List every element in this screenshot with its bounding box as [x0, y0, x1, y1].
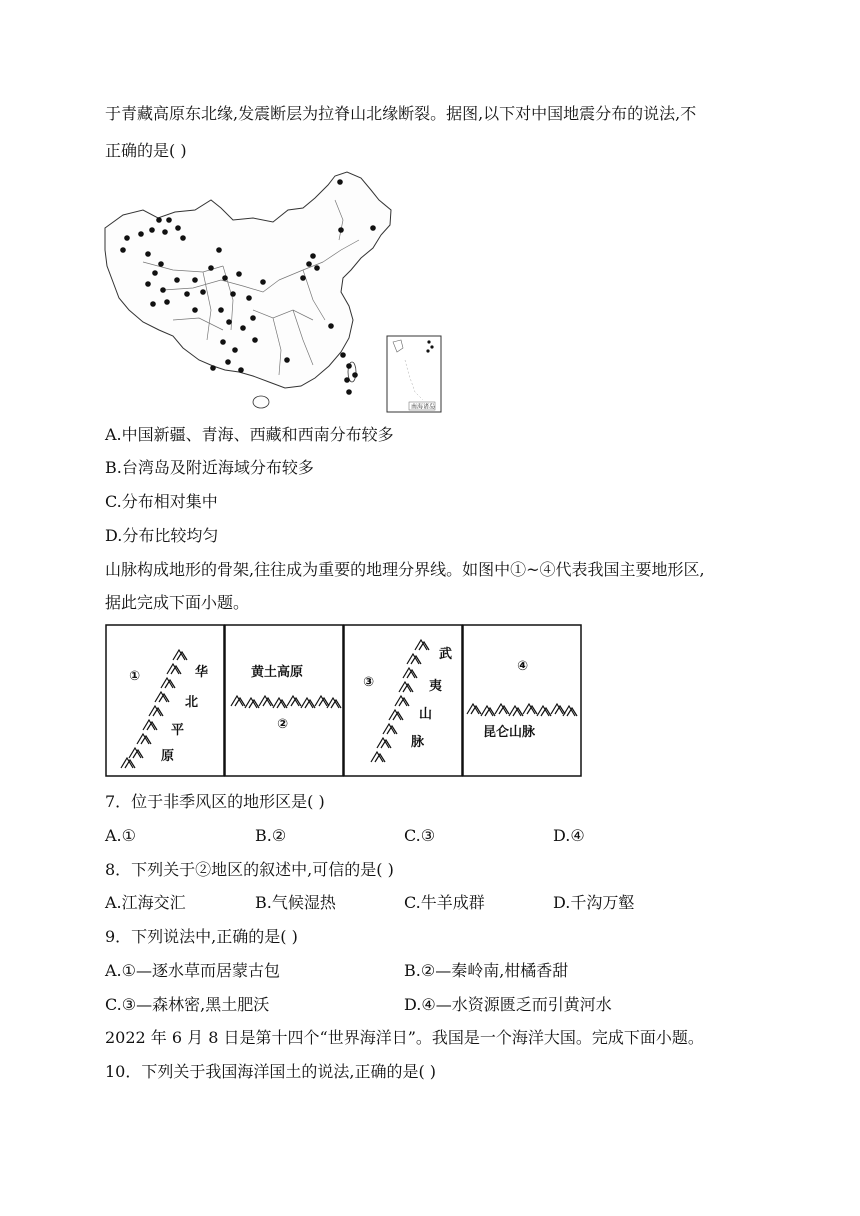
panel-4-number: ④: [517, 659, 529, 674]
inset-caption: 南海诸岛: [411, 403, 436, 411]
q7-option-b: B.②: [255, 826, 287, 845]
panel-1-label-char: 北: [185, 695, 199, 710]
q7-option-c: C.③: [404, 826, 436, 845]
question-text-line: 于青藏高原东北缘,发震断层为拉脊山北缘断裂。据图,以下对中国地震分布的说法,不: [105, 104, 697, 123]
q7-option-a: A.①: [105, 826, 136, 845]
south-china-sea-inset: [387, 336, 441, 412]
option-d: D.分布比较均匀: [105, 526, 219, 545]
section-intro-line: 山脉构成地形的骨架,往往成为重要的地理分界线。如图中①~④代表我国主要地形区,: [105, 560, 705, 579]
panel-4-label: 昆仑山脉: [483, 725, 536, 740]
mountain-range-2: [231, 696, 341, 708]
option-a: A.中国新疆、青海、西藏和西南分布较多: [105, 425, 394, 444]
q8-option-c: C.牛羊成群: [404, 893, 485, 912]
q8-option-d: D.千沟万壑: [553, 893, 635, 912]
q8-option-b: B.气候湿热: [255, 893, 336, 912]
panel-3-label-char: 武: [439, 647, 453, 662]
panel-3-number: ③: [363, 675, 375, 690]
terrain-panels-figure: [105, 624, 583, 778]
question-7-stem: 7．位于非季风区的地形区是( ): [105, 792, 325, 811]
question-9-stem: 9．下列说法中,正确的是( ): [105, 927, 298, 946]
question-text-line: 正确的是( ): [105, 141, 187, 160]
panel-3-label-char: 山: [419, 707, 433, 722]
option-b: B.台湾岛及附近海域分布较多: [105, 458, 314, 477]
option-c: C.分布相对集中: [105, 492, 218, 511]
q9-option-d: D.④—水资源匮乏而引黄河水: [404, 995, 612, 1014]
panel-1-label-char: 华: [195, 665, 209, 680]
section-intro-line: 2022 年 6 月 8 日是第十四个“世界海洋日”。我国是一个海洋大国。完成下面小题。: [105, 1028, 704, 1047]
q9-option-b: B.②—秦岭南,柑橘香甜: [404, 961, 569, 980]
question-8-stem: 8．下列关于②地区的叙述中,可信的是( ): [105, 860, 394, 879]
panel-3-label-char: 夷: [429, 679, 443, 694]
panel-1-number: ①: [129, 669, 141, 684]
section-intro-line: 据此完成下面小题。: [105, 593, 250, 612]
panel-1-label-char: 平: [171, 723, 185, 738]
panel-2-number: ②: [277, 717, 289, 732]
q9-option-a: A.①—逐水草而居蒙古包: [105, 961, 280, 980]
panel-4: [463, 625, 581, 776]
china-outline: [105, 172, 391, 388]
earthquake-distribution-map: [103, 170, 443, 415]
panel-1-label-char: 原: [161, 749, 175, 764]
q9-option-c: C.③—森林密,黑土肥沃: [105, 995, 270, 1014]
q7-option-d: D.④: [553, 826, 585, 845]
mountain-range-1: [121, 650, 187, 768]
panel-3-label-char: 脉: [411, 735, 425, 750]
question-10-stem: 10．下列关于我国海洋国土的说法,正确的是( ): [105, 1062, 437, 1081]
panel-2-title: 黄土高原: [251, 665, 304, 680]
q8-option-a: A.江海交汇: [105, 893, 186, 912]
mountain-range-4: [467, 704, 577, 716]
